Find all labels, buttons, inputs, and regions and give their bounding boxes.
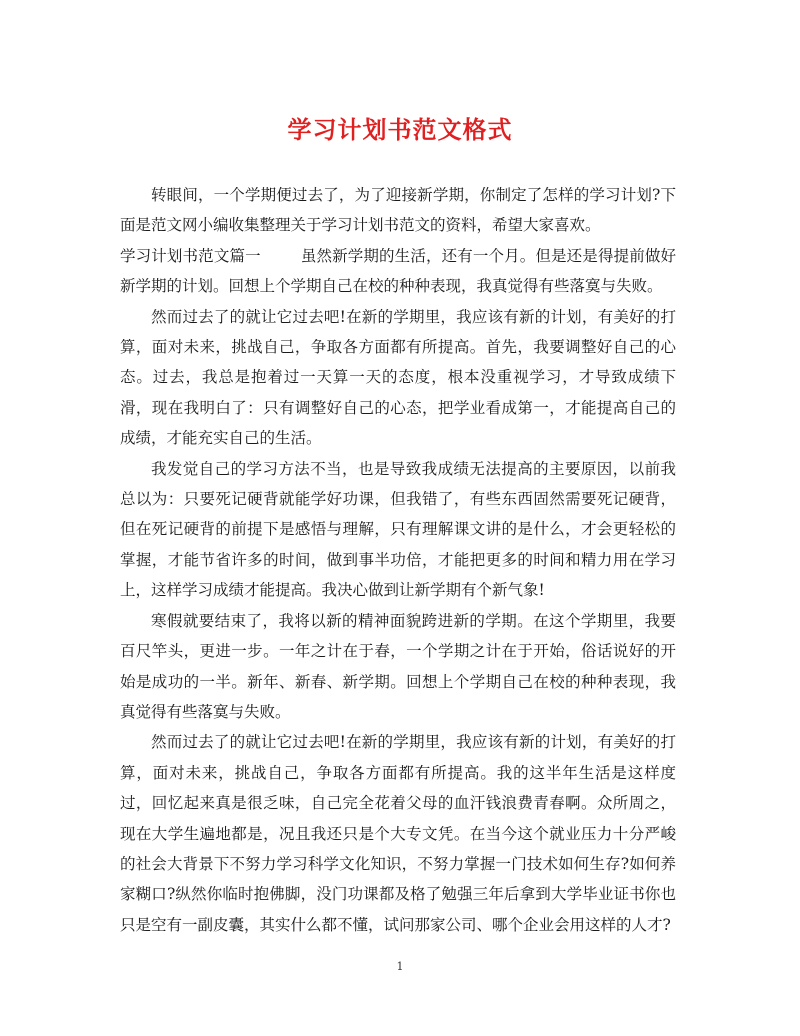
document-body	[120, 180, 676, 940]
section-label: 学习计划书范文篇一	[120, 246, 261, 265]
section-paragraph	[120, 241, 676, 302]
page-number: 1	[396, 960, 404, 973]
body-paragraph-1: 然而过去了的就让它过去吧!在新的学期里，我应该有新的计划，有美好的打算，面对未来，挑战自己，争取各方面都有所提高。首先，我要调整好自己的心态。过去，我总是抱着过一天算一天的态度，根本没重视学习，才导致成绩下滑，现在我明白了：只有调整好自己的心态，把学业看成第一，才能提高自己的成绩，才能充实自己的生活。	[120, 307, 676, 448]
section-text: 虽然新学期的生活，还有一个月。但是还是得提前做好新学期的计划。回想上个学期自己在校的种种表现，我真觉得有些落寞与失败。	[120, 246, 676, 296]
body-paragraph-2: 我发觉自己的学习方法不当，也是导致我成绩无法提高的主要原因，以前我总以为：只要死记硬背就能学好功课，但我错了，有些东西固然需要死记硬背，但在死记硬背的前提下是感悟与理解，只有理解课文讲的是什么，才会更轻松的掌握，才能节省许多的时间，做到事半功倍，才能把更多的时间和精力用在学习上，这样学习成绩才能提高。我决心做到让新学期有个新气象!	[120, 459, 676, 600]
body-paragraph-4: 然而过去了的就让它过去吧!在新的学期里，我应该有新的计划，有美好的打算，面对未来，挑战自己，争取各方面都有所提高。我的这半年生活是这样度过，回忆起来真是很乏味，自己完全花着父母的血汗钱浪费青春啊。众所周之，现在大学生遍地都是，况且我还只是个大专文凭。在当今这个就业压力十分严峻的社会大背景下不努力学习科学文化知识，不努力掌握一门技术如何生存?如何养家糊口?纵然你临时抱佛脚，没门功课都及格了勉强三年后拿到大学毕业证书你也只是空有一副皮囊，其实什么都不懂，试问那家公司、哪个企业会用这样的人才?	[120, 733, 676, 934]
document-title: 学习计划书范文格式	[287, 115, 513, 144]
body-paragraph-3: 寒假就要结束了，我将以新的精神面貌跨进新的学期。在这个学期里，我要百尺竿头，更进一步。一年之计在于春，一个学期之计在于开始，俗话说好的开始是成功的一半。新年、新春、新学期。回想上个学期自己在校的种种表现，我真觉得有些落寞与失败。	[120, 611, 676, 721]
intro-paragraph: 转眼间，一个学期便过去了，为了迎接新学期，你制定了怎样的学习计划?下面是范文网小编收集整理关于学习计划书范文的资料，希望大家喜欢。	[120, 186, 676, 235]
